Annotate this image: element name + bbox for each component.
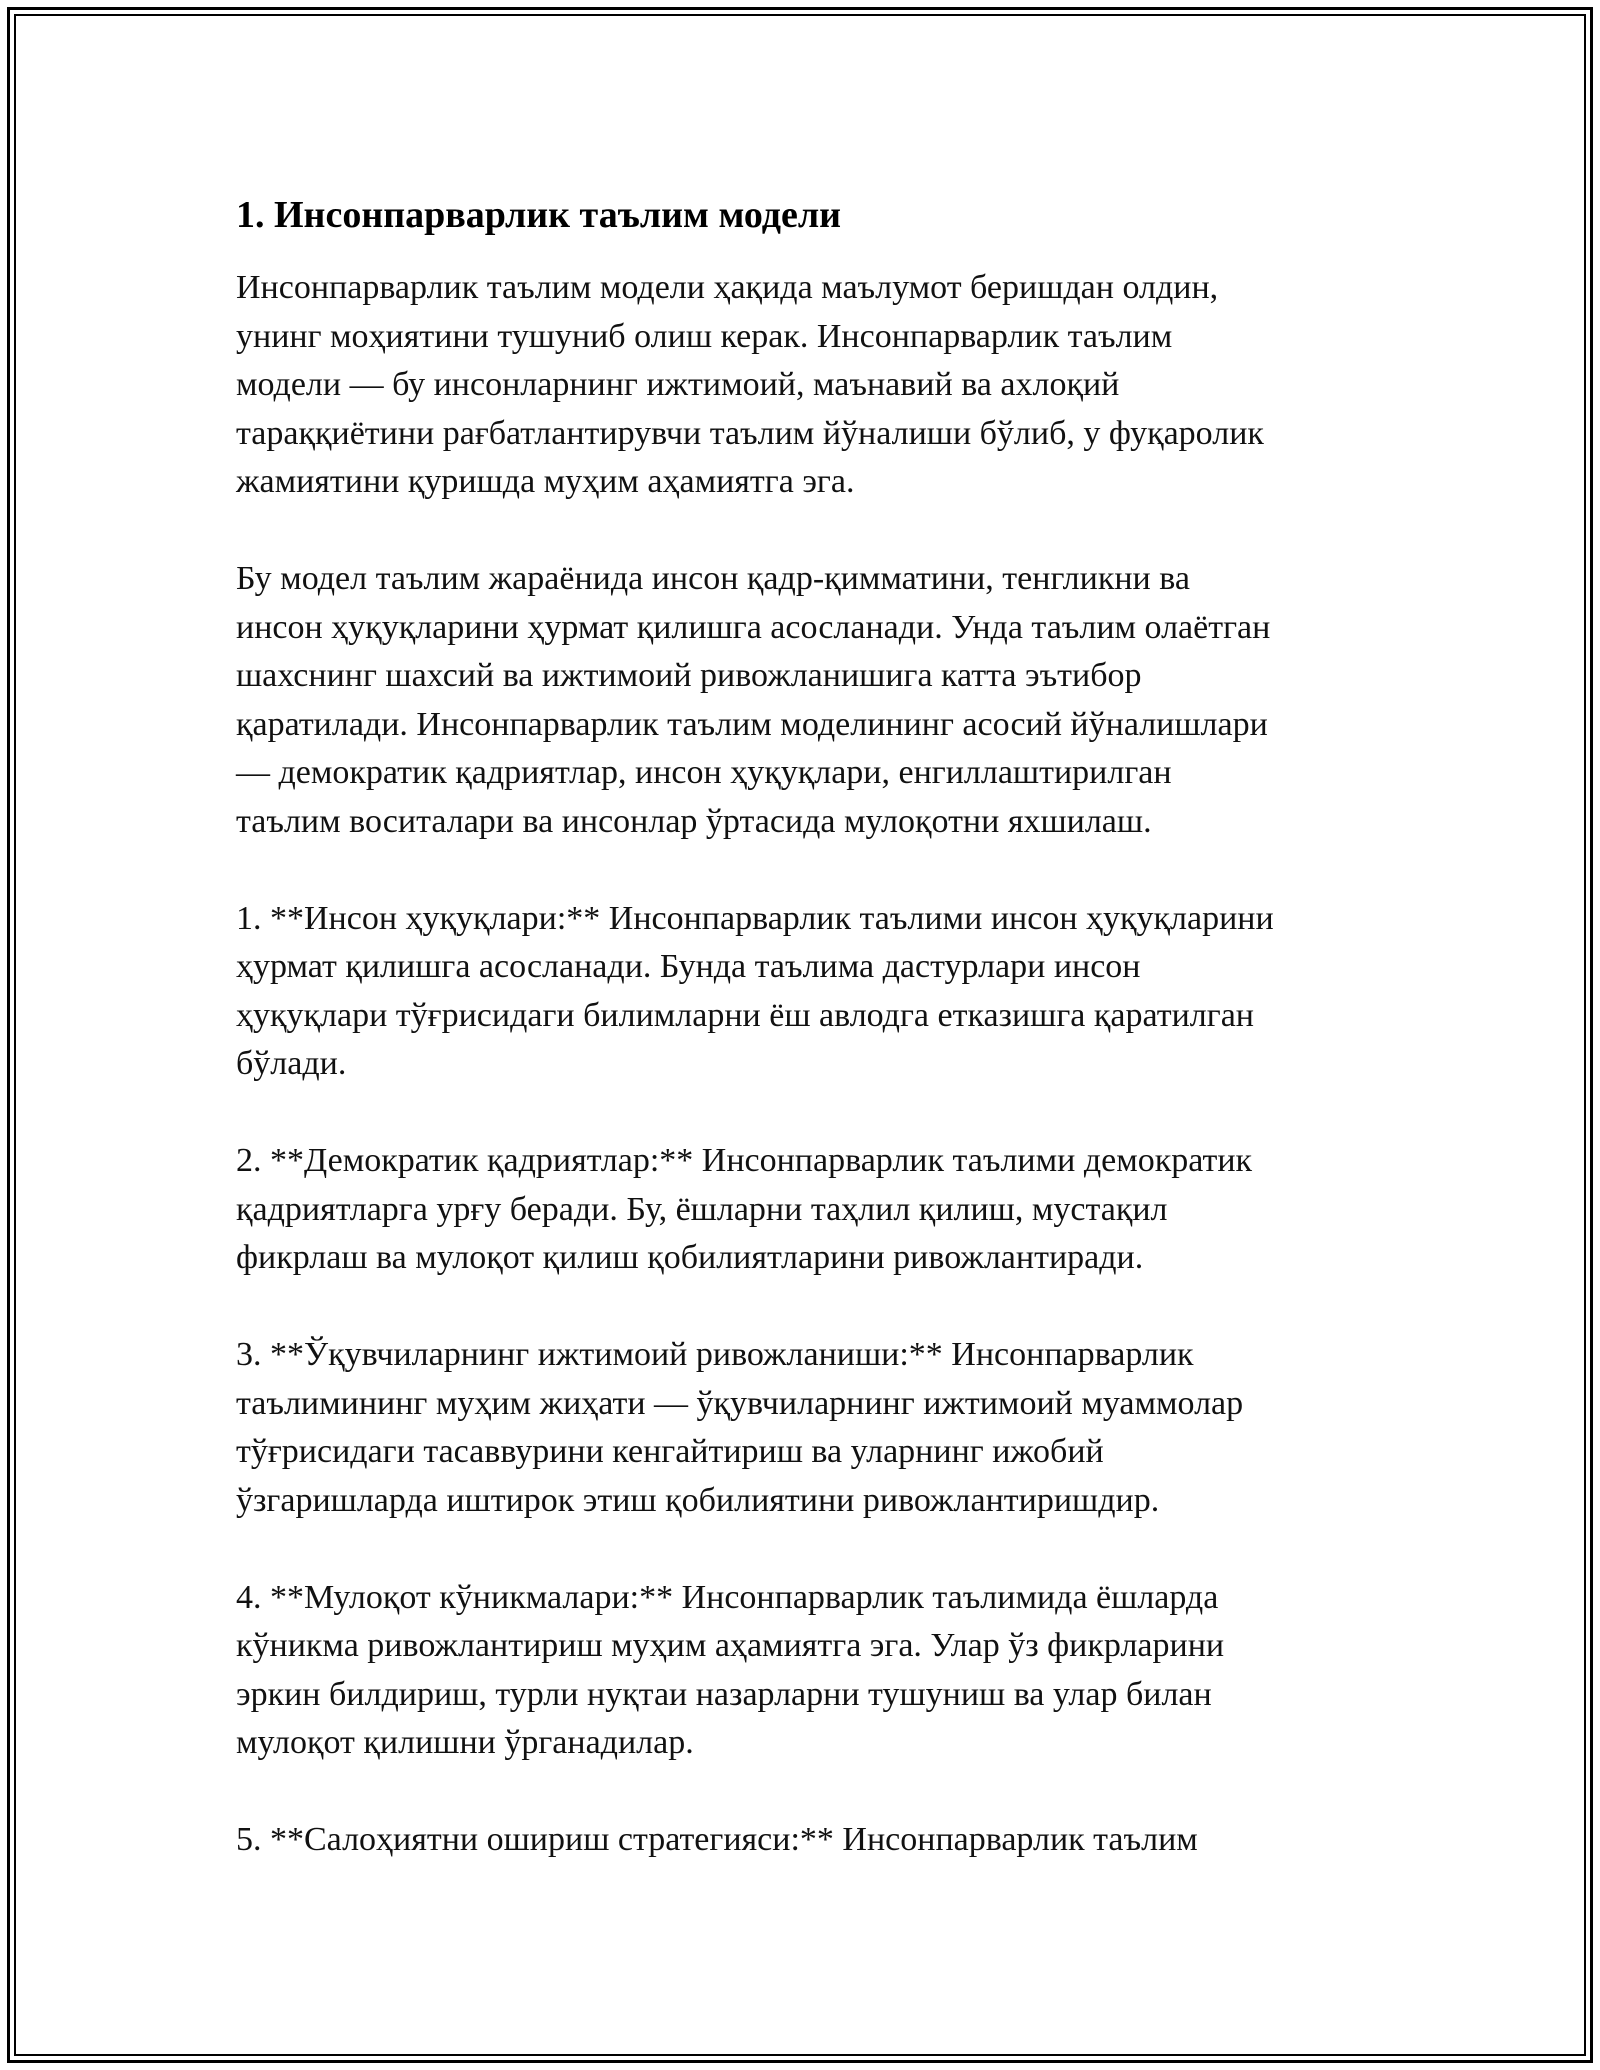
list-item-social-development: [236, 1331, 1356, 1525]
text-line: қадриятларга урғу беради. Бу, ёшларни таҳлил қилиш, мустақил: [236, 1190, 1168, 1228]
text-line: тўғрисидаги тасаввурини кенгайтириш ва уларнинг ижобий: [236, 1433, 1104, 1470]
text-line: жамиятини қуришда муҳим аҳамиятга эга.: [236, 463, 855, 500]
text-line: 5. **Салоҳиятни ошириш стратегияси:** Инсонпарварлик таълим: [236, 1821, 1198, 1858]
text-line: бўлади.: [236, 1045, 347, 1082]
list-item-democratic-values: [236, 1137, 1356, 1283]
text-line: 3. **Ўқувчиларнинг ижтимоий ривожланиши:** Инсонпарварлик: [236, 1336, 1194, 1373]
text-line: инсон ҳуқуқларини ҳурмат қилишга асосланади. Унда таълим олаётган: [236, 608, 1271, 646]
text-line: Бу модел таълим жараёнида инсон қадр-қимматини, тенгликни ва: [236, 560, 1190, 597]
text-line: 4. **Мулоқот кўникмалари:** Инсонпарварлик таълимида ёшларда: [236, 1578, 1219, 1616]
text-line: қаратилади. Инсонпарварлик таълим моделининг асосий йўналишлари: [236, 705, 1268, 743]
text-line: таълим воситалари ва инсонлар ўртасида мулоқотни яхшилаш.: [236, 802, 1152, 840]
model-basis-paragraph: [236, 555, 1356, 846]
text-line: мулоқот қилишни ўрганадилар.: [236, 1724, 694, 1761]
text-line: таълимининг муҳим жиҳати — ўқувчиларнинг ижтимоий муаммолар: [236, 1384, 1244, 1422]
text-line: ҳурмат қилишга асосланади. Бунда таълима дастурлари инсон: [236, 948, 1141, 985]
document-body: [236, 186, 1356, 1913]
text-line: эркин билдириш, турли нуқтаи назарларни тушуниш ва улар билан: [236, 1675, 1212, 1713]
text-line: модели — бу инсонларнинг ижтимоий, маънавий ва ахлоқий: [236, 366, 1120, 403]
text-line: шахснинг шахсий ва ижтимоий ривожланишига катта эътибор: [236, 657, 1142, 694]
list-item-communication-skills: [236, 1574, 1356, 1768]
text-line: Инсонпарварлик таълим модели ҳақида маълумот беришдан олдин,: [236, 269, 1219, 306]
list-item-human-rights: [236, 895, 1356, 1089]
intro-paragraph: [236, 264, 1356, 507]
text-line: кўникма ривожлантириш муҳим аҳамиятга эга. Улар ўз фикрларини: [236, 1627, 1225, 1664]
text-line: ўзгаришларда иштирок этиш қобилиятини ривожлантиришдир.: [236, 1481, 1160, 1519]
list-item-capacity-strategy: [236, 1816, 1356, 1865]
text-line: тараққиётини рағбатлантирувчи таълим йўналиши бўлиб, у фуқаролик: [236, 414, 1264, 452]
text-line: унинг моҳиятини тушуниб олиш керак. Инсонпарварлик таълим: [236, 317, 1173, 355]
text-line: 1. **Инсон ҳуқуқлари:** Инсонпарварлик таълими инсон ҳуқуқларини: [236, 899, 1274, 937]
document-title: 1. Инсонпарварлик таълим модели: [236, 194, 842, 236]
text-line: 2. **Демократик қадриятлар:** Инсонпарварлик таълими демократик: [236, 1142, 1253, 1179]
text-line: ҳуқуқлари тўғрисидаги билимларни ёш авлодга етказишга қаратилган: [236, 996, 1254, 1034]
text-line: фикрлаш ва мулоқот қилиш қобилиятларини ривожлантиради.: [236, 1239, 1144, 1276]
text-line: — демократик қадриятлар, инсон ҳуқуқлари, енгиллаштирилган: [236, 754, 1172, 791]
